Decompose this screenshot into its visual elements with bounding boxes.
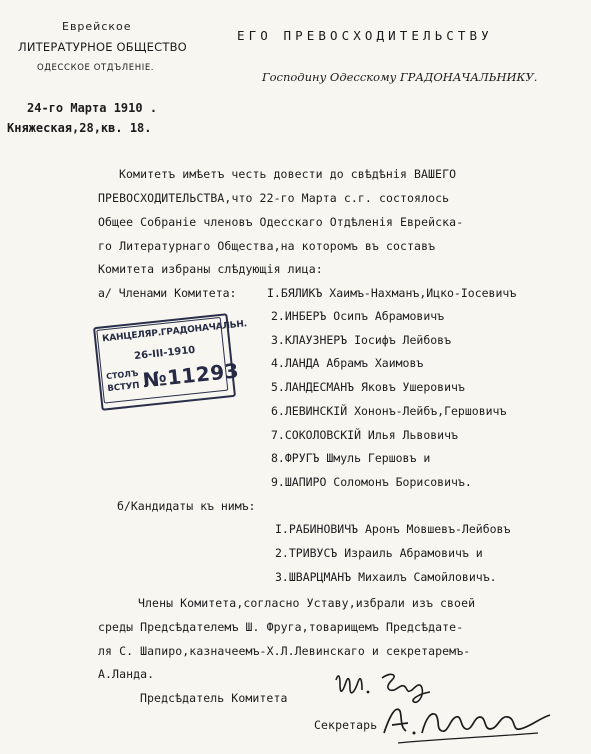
letterhead-society: Еврейское <box>62 20 132 33</box>
member-item: 9.ШАПИРО Соломонъ Борисовичъ. <box>271 475 472 489</box>
date-line: 24-го Марта 1910 . <box>27 101 158 115</box>
stamp-date: 26-III-1910 <box>133 344 196 363</box>
body-line: Общее Собраніе членовъ Одесскаго Отдѣленія Еврейска- <box>98 215 464 229</box>
secretary-signature-icon <box>378 693 558 751</box>
candidate-item: 2.ТРИВУСЪ Израиль Абрамовичъ и <box>275 546 483 560</box>
chairman-label: Предсѣдатель Комитета <box>140 691 288 705</box>
member-item: 4.ЛАНДА Абрамъ Хаимовъ <box>271 356 424 370</box>
addressee-subtitle: Господину Одесскому ГРАДОНАЧАЛЬНИКУ. <box>262 70 538 84</box>
member-item: 5.ЛАНДЕСМАНЪ Яковъ Ушеровичъ <box>271 380 465 394</box>
closing-line: Члены Комитета,согласно Уставу,избрали изъ своей <box>138 596 476 610</box>
closing-line: А.Ланда. <box>98 667 155 681</box>
member-item: 7.СОКОЛОВСКІЙ Илья Львовичъ <box>271 428 458 442</box>
secretary-label: Секретарь <box>314 718 378 732</box>
closing-line: среды Предсѣдателемъ Ш. Фруга,товарищемъ Предсѣдате- <box>98 620 464 634</box>
body-line: Комитетъ имѣетъ честь довести до свѣдѣнія ВАШЕГО <box>119 167 457 181</box>
stamp-label-vstup: ВСТУП <box>106 380 141 395</box>
candidate-item: 3.ШВАРЦМАНЪ Михаилъ Самойловичъ. <box>275 570 497 584</box>
letterhead-branch: ОДЕССКОЕ ОТДЪЛЕНІЕ. <box>37 63 155 73</box>
stamp-label-stol: СТОЛЪ <box>105 368 139 382</box>
candidate-item: I.РАБИНОВИЧЪ Аронъ Мовшевъ-Лейбовъ <box>275 522 511 536</box>
body-line: Комитета избраны слѣдующія лица: <box>98 262 323 276</box>
registry-stamp <box>93 313 248 411</box>
closing-line: ля С. Шапиро,казначеемъ-Х.Л.Левинскаго и секретаремъ- <box>98 644 471 658</box>
member-item: 3.КЛАУЗНЕРЪ Іосифъ Лейбовъ <box>271 333 452 347</box>
member-item: 2.ИНБЕРЪ Осипъ Абрамовичъ <box>271 309 445 323</box>
candidates-heading: б/Кандидаты къ нимъ: <box>117 499 256 513</box>
member-item: I.БЯЛИКЪ Хаимъ-Нахманъ,Ицко-Іосевичъ <box>267 286 517 300</box>
members-heading: а/ Членами Комитета: <box>98 286 237 300</box>
address-line: Княжеская,28,кв. 18. <box>7 121 152 135</box>
addressee-title: ЕГО ПРЕВОСХОДИТЕЛЬСТВУ <box>237 28 493 43</box>
body-line: го Литературнаго Общества,на которомъ въ составъ <box>98 239 436 253</box>
stamp-office: КАНЦЕЛЯР.ГРАДОНАЧАЛЬН. <box>101 319 248 345</box>
letterhead-name: ЛИТЕРАТУРНОЕ ОБЩЕСТВО <box>18 40 187 54</box>
member-item: 6.ЛЕВИНСКІЙ Хононъ-Лейбъ,Гершовичъ <box>271 404 507 418</box>
member-item: 8.ФРУГЪ Шмуль Гершовъ и <box>271 451 431 465</box>
body-line: ПРЕВОСХОДИТЕЛЬСТВА,что 22-го Марта с.г. состоялось <box>98 191 450 205</box>
stamp-number: №11293 <box>141 358 241 393</box>
